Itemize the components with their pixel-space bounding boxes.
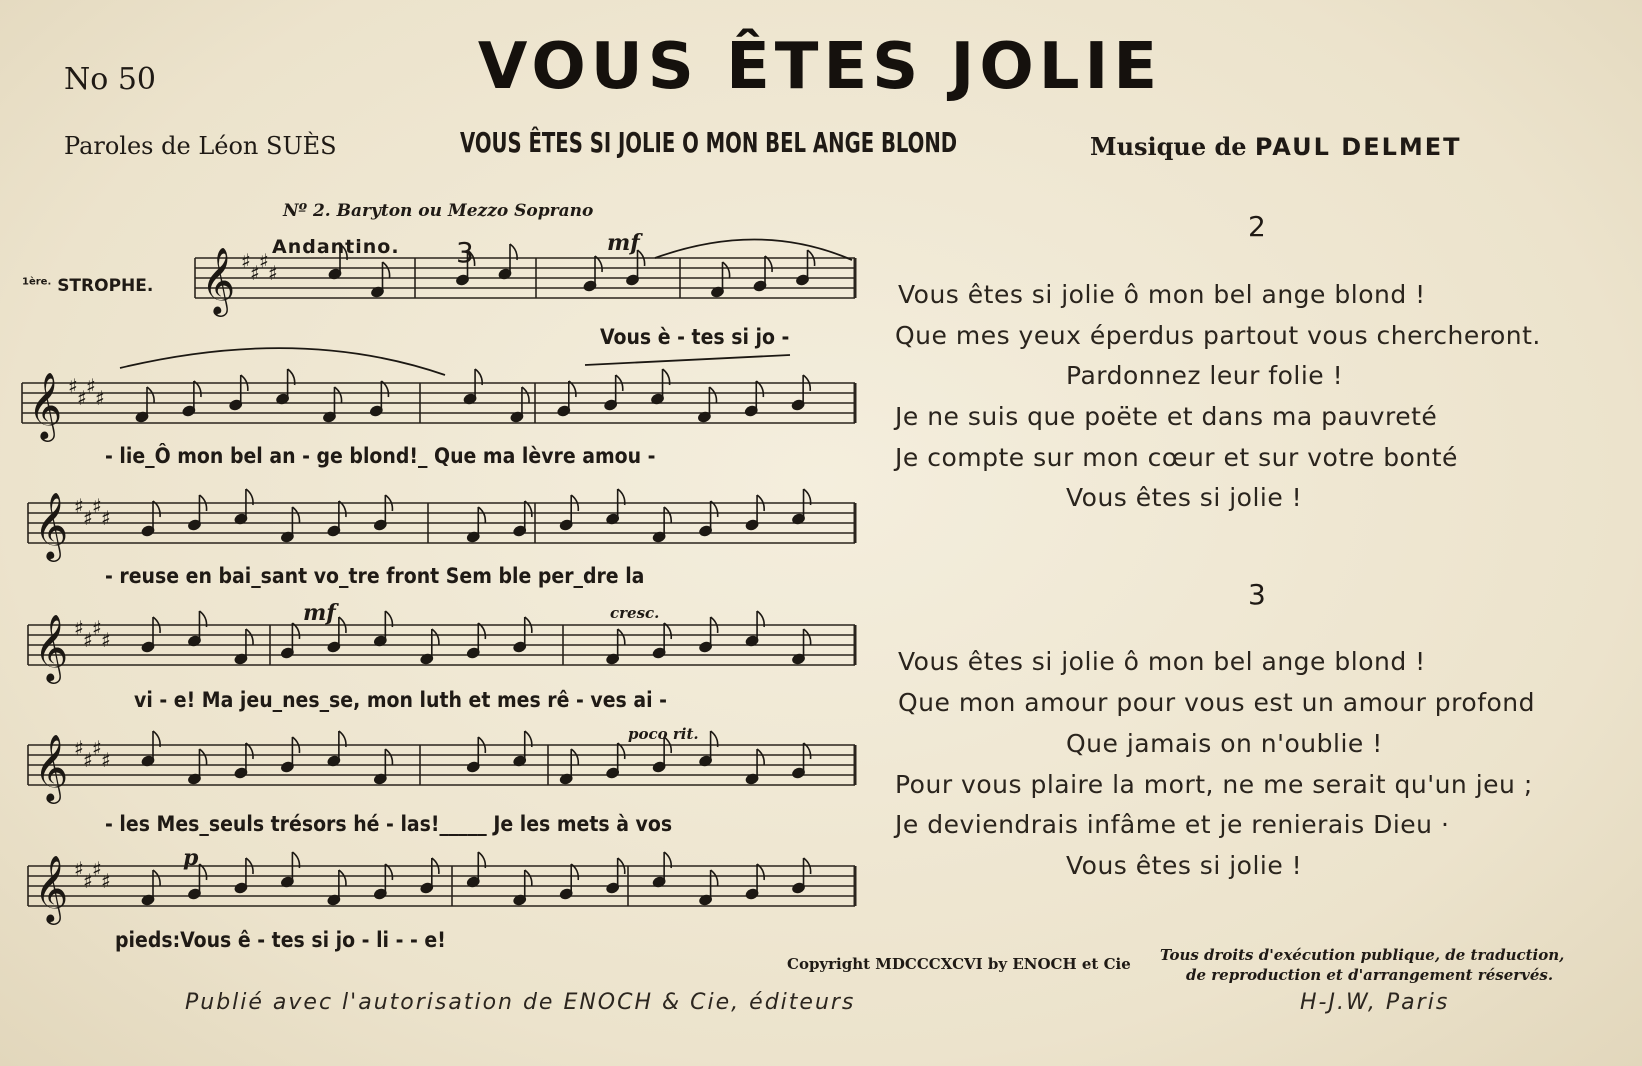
lyricist-credit: Paroles de Léon SUÈS xyxy=(64,132,337,160)
sharp-sign: ♯ xyxy=(83,506,93,530)
treble-clef: 𝄞 xyxy=(34,613,69,681)
verse-2-line-5: Je compte sur mon cœur et sur votre bonté xyxy=(895,443,1458,472)
printer-credit: H-J.W, Paris xyxy=(1300,990,1450,1015)
note-flag xyxy=(522,387,529,403)
note-flag xyxy=(334,387,341,403)
song-title: VOUS ÊTES JOLIE xyxy=(477,30,1163,104)
note-flag xyxy=(292,507,299,523)
note-flag xyxy=(804,629,811,645)
sharp-sign: ♯ xyxy=(83,869,93,893)
note-flag xyxy=(383,262,390,278)
sharp-sign: ♯ xyxy=(92,736,102,760)
note-flag xyxy=(153,870,160,886)
sharp-sign: ♯ xyxy=(92,857,102,881)
note-flag xyxy=(723,262,730,278)
voice-designation: Nº 2. Baryton ou Mezzo Soprano xyxy=(283,201,594,221)
verse-3-line-5: Je deviendrais infâme et je renierais Dieu · xyxy=(895,810,1450,839)
sharp-sign: ♯ xyxy=(101,628,111,652)
rights-line-1: Tous droits d'exécution publique, de traduction, xyxy=(1160,946,1565,964)
strophe-word: STROPHE. xyxy=(57,276,154,296)
verse-3-line-1: Vous êtes si jolie ô mon bel ange blond ! xyxy=(898,647,1426,676)
sharp-sign: ♯ xyxy=(77,386,87,410)
lyric-line-5: - les Mes_seuls trésors hé - las!_____ Je les mets à vos xyxy=(105,812,673,836)
note-flag xyxy=(664,507,671,523)
sharp-sign: ♯ xyxy=(83,748,93,772)
composer-name: PAUL DELMET xyxy=(1254,133,1462,161)
note-flag xyxy=(618,629,625,645)
lyric-line-2: - lie_Ô mon bel an - ge blond!_ Que ma lèvre amou - xyxy=(105,444,656,468)
sharp-sign: ♯ xyxy=(74,857,84,881)
note-flag xyxy=(385,749,392,765)
sharp-sign: ♯ xyxy=(101,506,111,530)
note-flag xyxy=(246,629,253,645)
treble-clef: 𝄞 xyxy=(201,246,236,314)
treble-clef: 𝄞 xyxy=(34,854,69,922)
rights-notice xyxy=(1160,945,1564,985)
note-flag xyxy=(711,870,718,886)
sharp-sign: ♯ xyxy=(268,261,278,285)
sharp-sign: ♯ xyxy=(259,249,269,273)
verse-3-line-3: Que jamais on n'oublie ! xyxy=(1066,729,1383,758)
verse-2-number: 2 xyxy=(1248,210,1266,243)
composer-credit xyxy=(1090,132,1462,161)
sharp-sign: ♯ xyxy=(74,494,84,518)
publisher-note: Publié avec l'autorisation de ENOCH & Cie, éditeurs xyxy=(185,990,856,1015)
sharp-sign: ♯ xyxy=(250,261,260,285)
treble-clef: 𝄞 xyxy=(28,371,63,439)
slur xyxy=(655,239,852,260)
lyric-line-3: - reuse en bai_sant vo_tre front Sem ble per_dre la xyxy=(105,564,645,588)
sharp-sign: ♯ xyxy=(86,374,96,398)
dynamic-mf-2: mf xyxy=(303,600,336,626)
tempo-marking: Andantino. xyxy=(272,236,400,258)
verse-2-line-1: Vous êtes si jolie ô mon bel ange blond ! xyxy=(898,280,1426,309)
note-flag xyxy=(571,749,578,765)
note-flag xyxy=(525,870,532,886)
song-subtitle: VOUS ÊTES SI JOLIE O MON BEL ANGE BLOND xyxy=(460,126,958,159)
dynamic-mf-1: mf xyxy=(607,230,640,256)
treble-clef: 𝄞 xyxy=(34,733,69,801)
note-flag xyxy=(757,749,764,765)
crescendo-hairpin xyxy=(585,355,790,365)
note-flag xyxy=(199,749,206,765)
dynamic-p: p xyxy=(183,845,199,871)
verse-3-line-6: Vous êtes si jolie ! xyxy=(1066,851,1303,880)
copyright-notice: Copyright MDCCCXCVI by ENOCH et Cie xyxy=(787,955,1131,973)
note-flag xyxy=(147,387,154,403)
sharp-sign: ♯ xyxy=(241,249,251,273)
lyric-line-1: Vous è - tes si jo - xyxy=(600,325,790,349)
verse-3-number: 3 xyxy=(1248,578,1266,611)
sharp-sign: ♯ xyxy=(92,494,102,518)
verse-2-line-6: Vous êtes si jolie ! xyxy=(1066,483,1303,512)
poco-rit-marking: poco rit. xyxy=(628,725,699,743)
verse-2-line-2: Que mes yeux éperdus partout vous chercheront. xyxy=(895,321,1541,350)
strophe-ordinal: 1ère. xyxy=(22,276,52,288)
note-flag xyxy=(709,387,716,403)
sharp-sign: ♯ xyxy=(68,374,78,398)
sharp-sign: ♯ xyxy=(74,616,84,640)
note-flag xyxy=(339,870,346,886)
crescendo-marking: cresc. xyxy=(610,604,660,622)
lyric-line-4: vi - e! Ma jeu_nes_se, mon luth et mes rê - ves ai - xyxy=(134,688,668,712)
sharp-sign: ♯ xyxy=(74,736,84,760)
sharp-sign: ♯ xyxy=(92,616,102,640)
note-flag xyxy=(478,507,485,523)
composer-prefix: Musique de xyxy=(1090,132,1255,161)
treble-clef: 𝄞 xyxy=(34,491,69,559)
note-flag xyxy=(432,629,439,645)
slur xyxy=(120,348,445,375)
sharp-sign: ♯ xyxy=(101,869,111,893)
sharp-sign: ♯ xyxy=(101,748,111,772)
verse-3-line-4: Pour vous plaire la mort, ne me serait qu'un jeu ; xyxy=(895,770,1533,799)
sharp-sign: ♯ xyxy=(95,386,105,410)
verse-3-line-2: Que mon amour pour vous est un amour profond xyxy=(898,688,1536,717)
verse-2-line-4: Je ne suis que poëte et dans ma pauvreté xyxy=(895,402,1438,431)
verse-2-line-3: Pardonnez leur folie ! xyxy=(1066,361,1344,390)
card-number: No 50 xyxy=(64,62,157,97)
lyric-line-6: pieds:Vous ê - tes si jo - li - - e! xyxy=(115,928,446,952)
rights-line-2: de reproduction et d'arrangement réservés. xyxy=(1186,966,1554,984)
triplet-marking: 3 xyxy=(456,236,474,269)
sharp-sign: ♯ xyxy=(83,628,93,652)
